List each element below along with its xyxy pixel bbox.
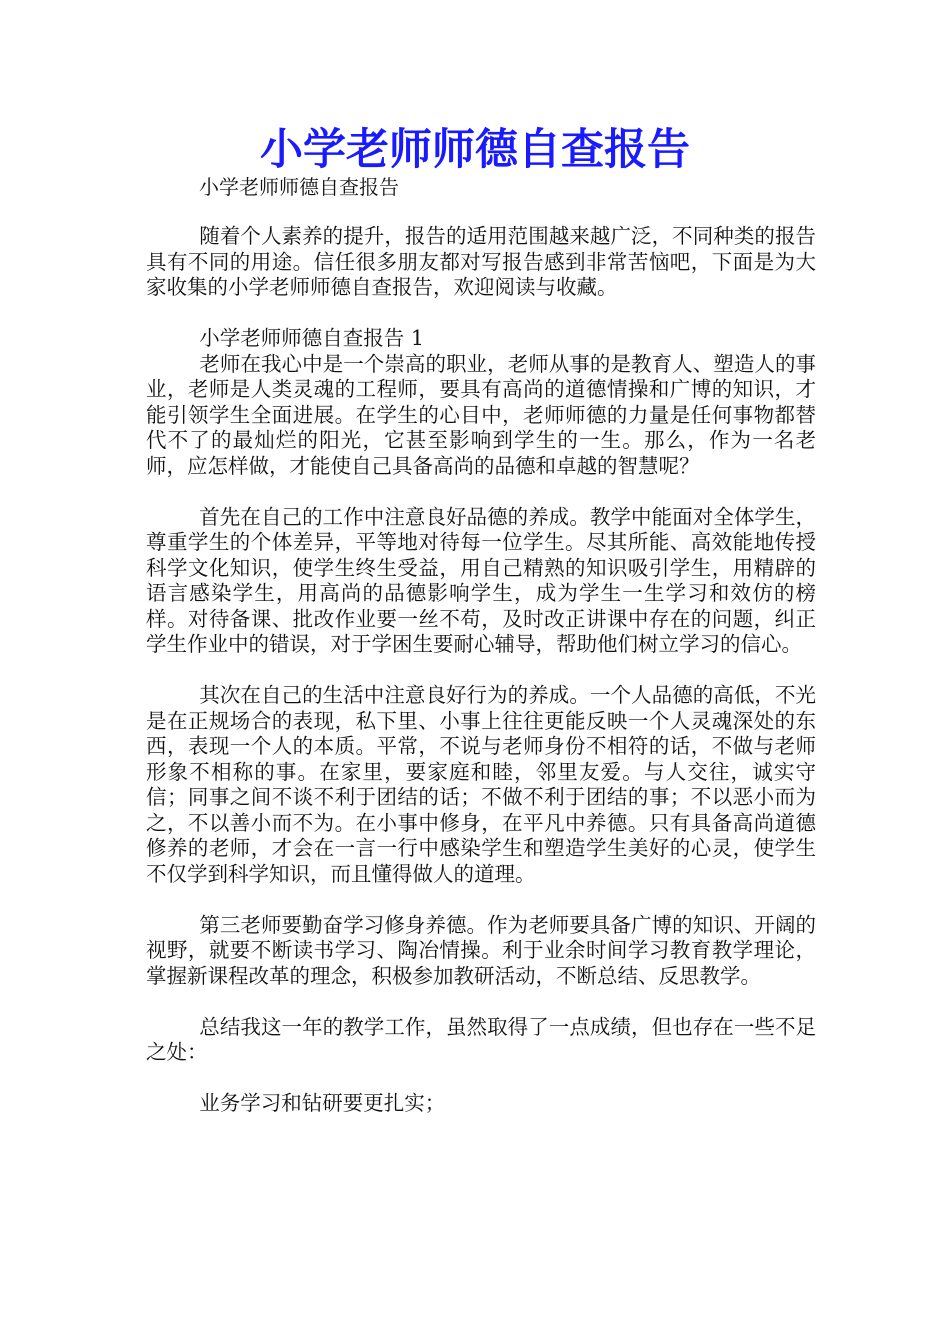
intro-paragraph: 随着个人素养的提升，报告的适用范围越来越广泛，不同种类的报告具有不同的用途。信任很多朋友都对写报告感到非常苦恼吧，下面是为大家收集的小学老师师德自查报告，欢迎阅读与收藏。	[146, 224, 816, 299]
body-paragraph: 首先在自己的工作中注意良好品德的养成。教学中能面对全体学生，尊重学生的个体差异，平等地对待每一位学生。尽其所能、高效能地传授科学文化知识，使学生终生受益，用自己精熟的知识吸引学生，用精辟的语言感染学生，用高尚的品德影响学生，成为学生一生学习和效仿的榜样。对待备课、批改作业要一丝不苟，及时改正讲课中存在的问题，纠正学生作业中的错误，对于学困生要耐心辅导，帮助他们树立学习的信心。	[146, 504, 816, 656]
document-body	[146, 224, 816, 1117]
section-heading: 小学老师师德自查报告 1	[199, 326, 424, 350]
document-title: 小学老师师德自查报告	[260, 125, 690, 175]
body-paragraph: 第三老师要勤奋学习修身养德。作为老师要具备广博的知识、开阔的视野，就要不断读书学习、陶冶情操。利于业余时间学习教育教学理论，掌握新课程改革的理念，积极参加教研活动，不断总结、反思教学。	[146, 912, 816, 988]
body-paragraph: 总结我这一年的教学工作，虽然取得了一点成绩，但也存在一些不足之处：	[146, 1014, 816, 1064]
document-subtitle: 小学老师师德自查报告	[199, 175, 399, 199]
body-paragraph: 业务学习和钻研要更扎实；	[199, 1091, 446, 1115]
body-paragraph: 其次在自己的生活中注意良好行为的养成。一个人品德的高低，不光是在正规场合的表现，私下里、小事上往往更能反映一个人灵魂深处的东西，表现一个人的本质。平常，不说与老师身份不相符的话，不做与老师形象不相称的事。在家里，要家庭和睦，邻里友爱。与人交往，诚实守信；同事之间不谈不利于团结的话；不做不利于团结的事；不以恶小而为之，不以善小而不为。在小事中修身，在平凡中养德。只有具备高尚道德修养的老师，才会在一言一行中感染学生和塑造学生美好的心灵，使学生不仅学到科学知识，而且懂得做人的道理。	[146, 683, 816, 886]
body-paragraph: 老师在我心中是一个崇高的职业，老师从事的是教育人、塑造人的事业，老师是人类灵魂的工程师，要具有高尚的道德情操和广博的知识，才能引领学生全面进展。在学生的心目中，老师师德的力量是任何事物都替代不了的最灿烂的阳光，它甚至影响到学生的一生。那么，作为一名老师，应怎样做，才能使自己具备高尚的品德和卓越的智慧呢？	[146, 351, 816, 478]
